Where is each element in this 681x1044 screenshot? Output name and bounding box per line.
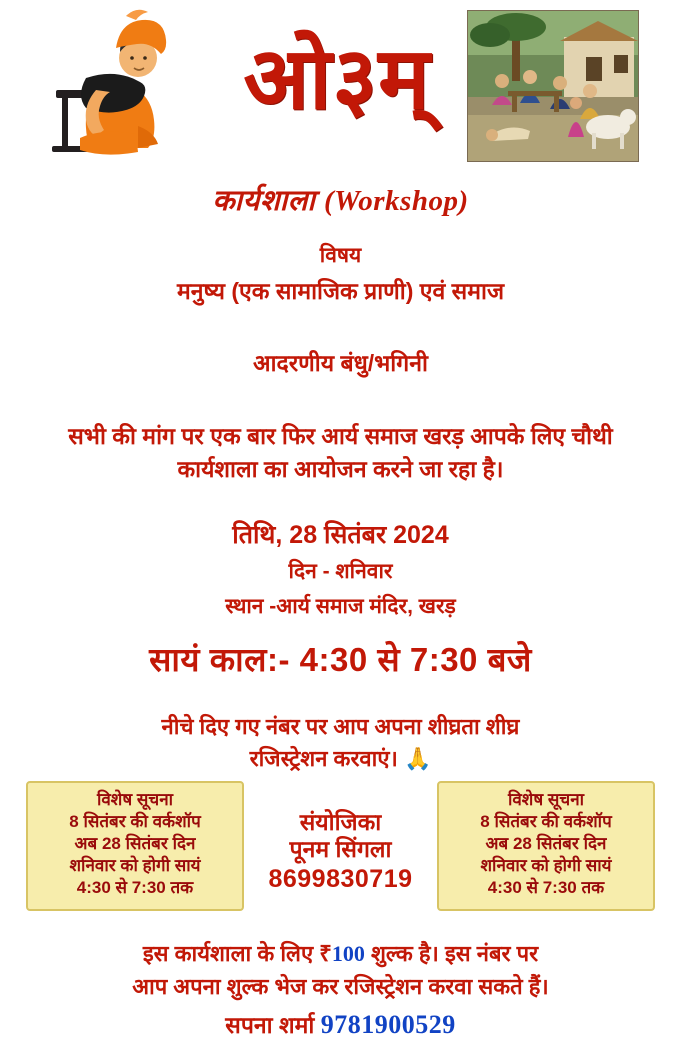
notice-left-line4: 4:30 से 7:30 तक: [76, 878, 194, 898]
notice-left-heading: विशेष सूचना: [96, 790, 174, 810]
om-symbol-block: [222, 29, 452, 129]
coordinator-phone[interactable]: 8699830719: [268, 865, 413, 894]
contact-name: सपना शर्मा: [225, 1012, 315, 1039]
special-notice-left: [26, 781, 244, 911]
coordinator-role: संयोजिका: [299, 809, 382, 836]
notice-left-line2: अब 28 सितंबर दिन: [74, 834, 196, 854]
registration-note: [41, 711, 641, 775]
fee-line-1: [36, 937, 646, 970]
footer-block: [36, 937, 646, 1044]
coordinator-block: [231, 809, 451, 894]
notice-right-line3: शनिवार को होगी सायं: [480, 856, 612, 876]
notice-row: [0, 781, 681, 921]
title-hindi: कार्यशाला: [212, 185, 316, 217]
folded-hands-icon: 🙏: [404, 746, 432, 772]
registration-note-line1: नीचे दिए गए नंबर पर आप अपना शीघ्रता शीघ्र: [161, 714, 520, 740]
registration-note-line2-text: रजिस्ट्रेशन करवाएं।: [249, 746, 398, 772]
fee-text-before: इस कार्यशाला के लिए ₹: [142, 941, 332, 967]
contact-phone[interactable]: 9781900529: [320, 1010, 456, 1040]
event-day: दिन - शनिवार: [288, 560, 393, 584]
event-date: तिथि, 28 सितंबर 2024: [232, 521, 449, 550]
om-symbol: ओ३म्: [243, 29, 431, 129]
fee-amount: 100: [331, 941, 365, 967]
notice-right-line1: 8 सितंबर की वर्कशॉप: [480, 812, 612, 832]
gurukul-artwork: [467, 10, 639, 162]
notice-left-line1: 8 सितंबर की वर्कशॉप: [69, 812, 201, 832]
notice-right-heading: विशेष सूचना: [507, 790, 585, 810]
title-english: (Workshop): [323, 185, 469, 217]
swami-dayanand-icon: [42, 6, 174, 168]
notice-right-line2: अब 28 सितंबर दिन: [485, 834, 607, 854]
coordinator-name: पूनम सिंगला: [289, 836, 392, 863]
salutation: आदरणीय बंधु/भगिनी: [253, 350, 428, 376]
event-venue: स्थान -आर्य समाज मंदिर, खरड़: [225, 595, 456, 619]
contact-line: [36, 1005, 646, 1044]
notice-left-line3: शनिवार को होगी सायं: [69, 856, 201, 876]
poster-header: [0, 0, 681, 172]
notice-right-line4: 4:30 से 7:30 तक: [487, 878, 605, 898]
fee-line-2: आप अपना शुल्क भेज कर रजिस्ट्रेशन करवा सकते हैं।: [132, 974, 549, 1000]
subject-text: मनुष्य (एक सामाजिक प्राणी) एवं समाज: [176, 278, 505, 304]
registration-note-line2: [41, 743, 641, 775]
fee-text-after: शुल्क है। इस नंबर पर: [364, 941, 539, 967]
event-time: सायं काल:- 4:30 से 7:30 बजे: [149, 641, 532, 679]
special-notice-right: [437, 781, 655, 911]
page-title: [0, 180, 681, 219]
subject-label: विषय: [319, 244, 362, 267]
announcement-paragraph: सभी की मांग पर एक बार फिर आर्य समाज खरड़ आपके लिए चौथी कार्यशाला का आयोजन करने जा रहा है।: [68, 423, 613, 482]
